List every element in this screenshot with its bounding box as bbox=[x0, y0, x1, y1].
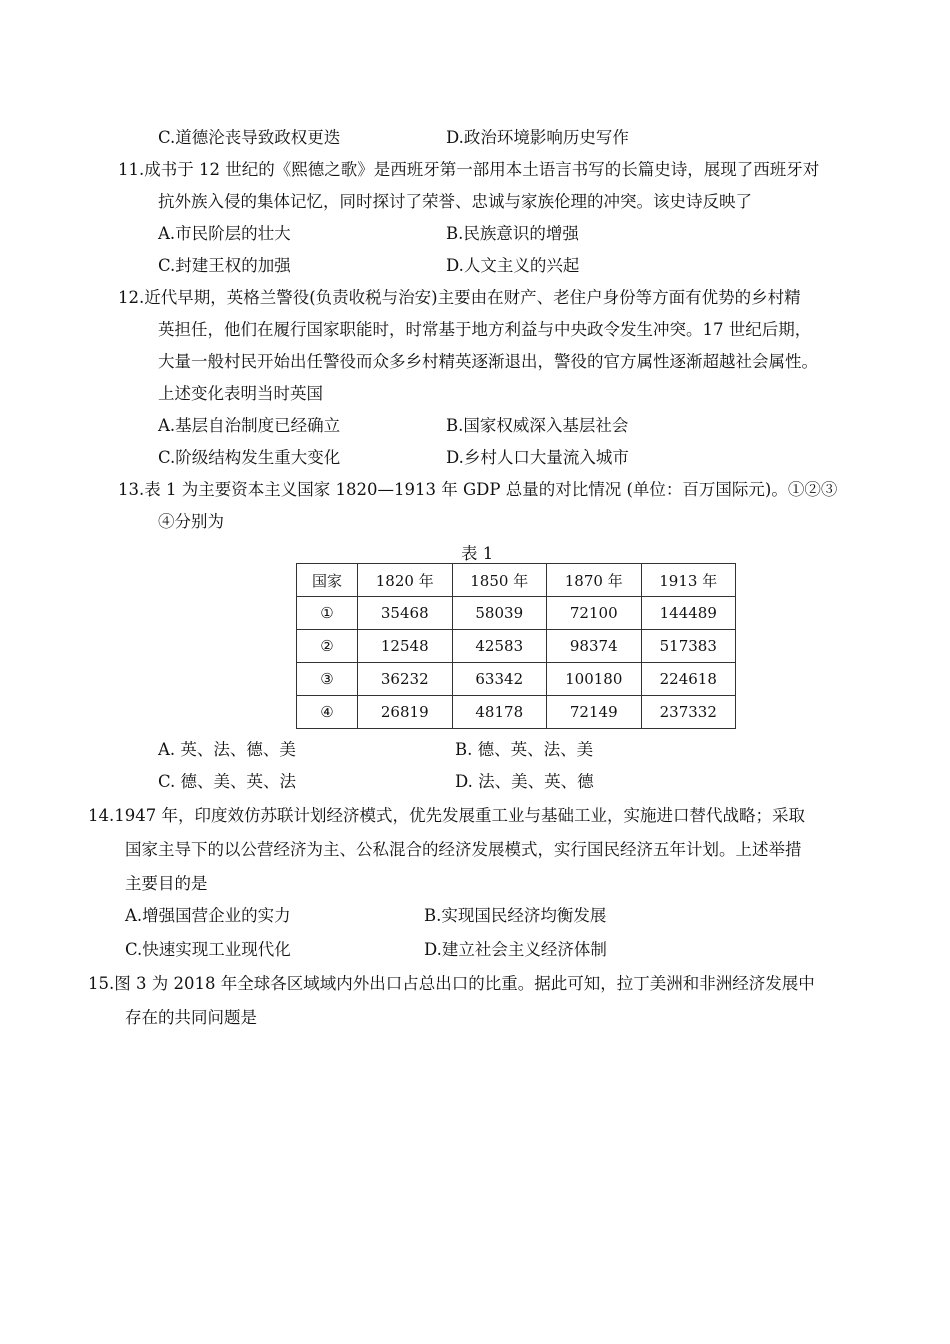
q11-option-c: C.封建王权的加强 bbox=[158, 256, 291, 275]
q12-stem-line4: 上述变化表明当时英国 bbox=[158, 384, 323, 403]
q14-option-b: B.实现国民经济均衡发展 bbox=[424, 906, 607, 925]
q12-option-c: C.阶级结构发生重大变化 bbox=[158, 448, 341, 467]
q11-option-a: A.市民阶层的壮大 bbox=[158, 224, 291, 243]
table-row bbox=[297, 630, 736, 663]
table-cell: ① bbox=[297, 597, 358, 630]
table-cell: 144489 bbox=[641, 597, 736, 630]
q13-option-d: D. 法、美、英、德 bbox=[455, 772, 594, 791]
table-cell: 237332 bbox=[641, 696, 736, 729]
table-cell: 48178 bbox=[452, 696, 547, 729]
table-header-row bbox=[297, 564, 736, 597]
q12-option-b: B.国家权威深入基层社会 bbox=[446, 416, 629, 435]
table-cell: 35468 bbox=[358, 597, 453, 630]
table-cell: 224618 bbox=[641, 663, 736, 696]
q13-option-a: A. 英、法、德、美 bbox=[158, 740, 296, 759]
q14-stem-line1: 14.1947 年，印度效仿苏联计划经济模式，优先发展重工业与基础工业，实施进口替代战略；采取 bbox=[88, 806, 805, 825]
table-header-cell: 1870 年 bbox=[547, 564, 642, 597]
q10-option-d: D.政治环境影响历史写作 bbox=[446, 128, 629, 147]
q12-stem-line2: 英担任，他们在履行国家职能时，时常基于地方利益与中央政令发生冲突。17 世纪后期， bbox=[158, 320, 812, 339]
q15-stem-line2: 存在的共同问题是 bbox=[125, 1008, 257, 1027]
q12-option-a: A.基层自治制度已经确立 bbox=[158, 416, 341, 435]
q14-stem-line3: 主要目的是 bbox=[125, 874, 208, 893]
table-cell: ④ bbox=[297, 696, 358, 729]
table-cell: ② bbox=[297, 630, 358, 663]
table-cell: 12548 bbox=[358, 630, 453, 663]
gdp-table bbox=[296, 563, 736, 729]
table-cell: 72149 bbox=[547, 696, 642, 729]
table-header-cell: 国家 bbox=[297, 564, 358, 597]
q14-option-c: C.快速实现工业现代化 bbox=[125, 940, 291, 959]
table-cell: 100180 bbox=[547, 663, 642, 696]
q14-stem-line2: 国家主导下的以公营经济为主、公私混合的经济发展模式，实行国民经济五年计划。上述举措 bbox=[125, 840, 802, 859]
table-caption: 表 1 bbox=[461, 544, 494, 563]
q12-stem-line3: 大量一般村民开始出任警役而众多乡村精英逐渐退出，警役的官方属性逐渐超越社会属性。 bbox=[158, 352, 818, 371]
table-cell: 63342 bbox=[452, 663, 547, 696]
table-cell: 98374 bbox=[547, 630, 642, 663]
table-cell: 58039 bbox=[452, 597, 547, 630]
table-header-cell: 1820 年 bbox=[358, 564, 453, 597]
q13-stem-line1: 13.表 1 为主要资本主义国家 1820—1913 年 GDP 总量的对比情况 (单位：百万国际元)。①②③ bbox=[118, 480, 838, 499]
table-row bbox=[297, 663, 736, 696]
table-cell: ③ bbox=[297, 663, 358, 696]
q12-option-d: D.乡村人口大量流入城市 bbox=[446, 448, 629, 467]
table-cell: 42583 bbox=[452, 630, 547, 663]
q10-option-c: C.道德沦丧导致政权更迭 bbox=[158, 128, 341, 147]
table-cell: 36232 bbox=[358, 663, 453, 696]
q13-option-b: B. 德、英、法、美 bbox=[455, 740, 594, 759]
q11-stem-line2: 抗外族入侵的集体记忆，同时探讨了荣誉、忠诚与家族伦理的冲突。该史诗反映了 bbox=[158, 192, 752, 211]
q13-option-c: C. 德、美、英、法 bbox=[158, 772, 297, 791]
q11-stem-line1: 11.成书于 12 世纪的《熙德之歌》是西班牙第一部用本土语言书写的长篇史诗，展现了西班牙对 bbox=[118, 160, 820, 179]
table-header-cell: 1913 年 bbox=[641, 564, 736, 597]
table-header-cell: 1850 年 bbox=[452, 564, 547, 597]
q11-option-b: B.民族意识的增强 bbox=[446, 224, 579, 243]
q14-option-a: A.增强国营企业的实力 bbox=[125, 906, 291, 925]
table-cell: 517383 bbox=[641, 630, 736, 663]
q11-option-d: D.人文主义的兴起 bbox=[446, 256, 580, 275]
q14-option-d: D.建立社会主义经济体制 bbox=[424, 940, 607, 959]
q13-stem-line2: ④分别为 bbox=[158, 512, 224, 531]
table-cell: 72100 bbox=[547, 597, 642, 630]
q12-stem-line1: 12.近代早期，英格兰警役(负责收税与治安)主要由在财产、老住户身份等方面有优势的乡村精 bbox=[118, 288, 801, 307]
table-row bbox=[297, 696, 736, 729]
table-row bbox=[297, 597, 736, 630]
q15-stem-line1: 15.图 3 为 2018 年全球各区域域内外出口占总出口的比重。据此可知，拉丁美洲和非洲经济发展中 bbox=[88, 974, 815, 993]
table-cell: 26819 bbox=[358, 696, 453, 729]
